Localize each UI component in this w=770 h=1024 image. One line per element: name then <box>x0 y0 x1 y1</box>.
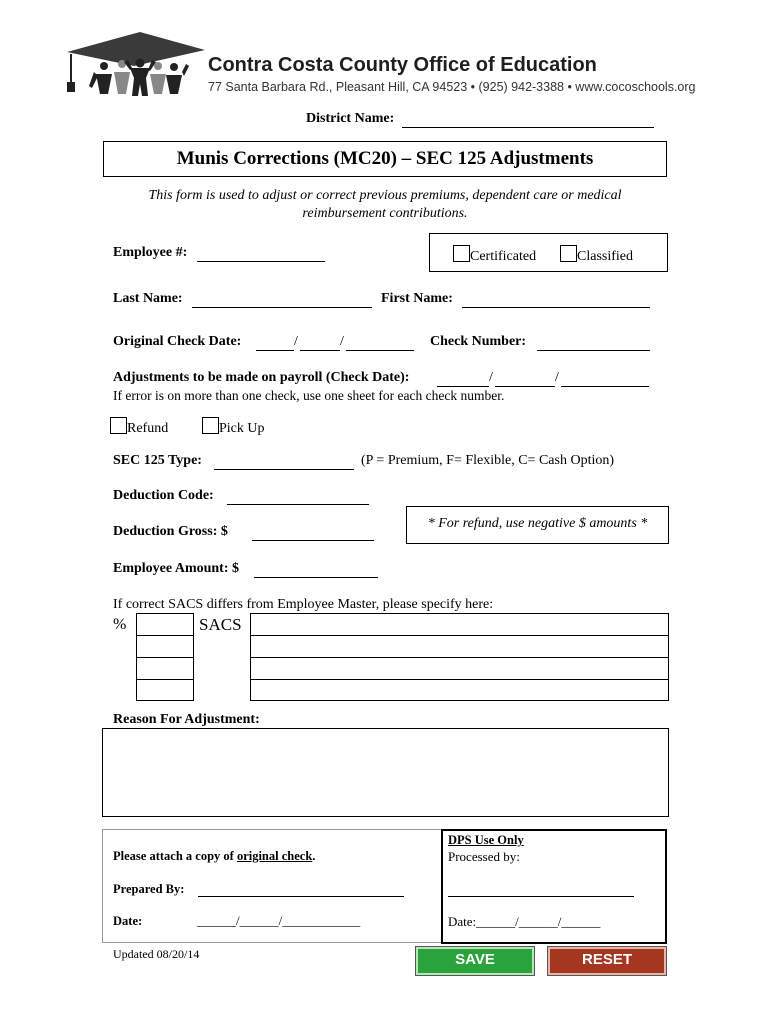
refund-checkbox[interactable] <box>110 417 127 434</box>
certificated-checkbox[interactable] <box>453 245 470 262</box>
original-check-date-label: Original Check Date: <box>113 334 242 349</box>
employee-number-field[interactable] <box>197 247 325 262</box>
adjustments-check-date-label: Adjustments to be made on payroll (Check Date): <box>113 370 410 385</box>
employee-number-label: Employee #: <box>113 245 188 260</box>
updated-date: Updated 08/20/14 <box>113 947 200 961</box>
save-button[interactable]: SAVE <box>415 946 535 976</box>
sacs-label: SACS <box>199 615 242 634</box>
sacs-cell-2[interactable] <box>250 635 669 658</box>
last-name-field[interactable] <box>192 293 372 308</box>
first-name-label: First Name: <box>381 291 453 306</box>
adjustments-note: If error is on more than one check, use one sheet for each check number. <box>113 388 505 403</box>
first-name-field[interactable] <box>462 293 650 308</box>
percent-label: % <box>113 616 127 633</box>
last-name-label: Last Name: <box>113 291 183 306</box>
classified-checkbox[interactable] <box>560 245 577 262</box>
deduction-code-field[interactable] <box>227 490 369 505</box>
deduction-gross-field[interactable] <box>252 526 374 541</box>
sacs-cell-3[interactable] <box>250 657 669 680</box>
original-check-month-field[interactable] <box>256 336 294 351</box>
processed-by-field[interactable] <box>448 882 634 897</box>
district-name-label: District Name: <box>306 111 395 126</box>
original-check-day-field[interactable] <box>300 336 340 351</box>
org-name: Contra Costa County Office of Education <box>208 54 597 76</box>
adjustments-month-field[interactable] <box>437 372 489 387</box>
sacs-cell-4[interactable] <box>250 679 669 701</box>
percent-cell-4[interactable] <box>136 679 194 701</box>
dps-date-field[interactable]: Date:______/______/______ <box>448 914 601 929</box>
dps-title: DPS Use Only <box>448 833 524 847</box>
original-check-year-field[interactable] <box>346 336 414 351</box>
percent-cell-2[interactable] <box>136 635 194 658</box>
employee-type-box <box>429 233 668 272</box>
pickup-label: Pick Up <box>219 421 265 436</box>
original-check-text: original check <box>236 849 313 863</box>
sec125-type-field[interactable] <box>214 455 354 470</box>
form-intro: This form is used to adjust or correct previous premiums, dependent care or medical reimbursement contributions. <box>148 188 622 221</box>
refund-note: * For refund, use negative $ amounts * <box>406 506 669 544</box>
percent-cell-3[interactable] <box>136 657 194 680</box>
reset-button[interactable]: RESET <box>547 946 667 976</box>
adjustments-year-field[interactable] <box>561 372 649 387</box>
pickup-checkbox[interactable] <box>202 417 219 434</box>
form-title: Munis Corrections (MC20) – SEC 125 Adjustments <box>103 141 667 177</box>
sec125-type-label: SEC 125 Type: <box>113 453 202 468</box>
reason-textarea[interactable] <box>102 728 669 817</box>
certificated-label: Certificated <box>470 249 537 264</box>
sec125-type-hint: (P = Premium, F= Flexible, C= Cash Option) <box>361 453 615 468</box>
date-field[interactable]: ______/______/____________ <box>197 913 361 928</box>
employee-amount-field[interactable] <box>254 563 378 578</box>
sacs-instruction: If correct SACS differs from Employee Master, please specify here: <box>113 597 494 612</box>
date-label: Date: <box>113 914 143 928</box>
check-number-field[interactable] <box>537 336 650 351</box>
reason-label: Reason For Adjustment: <box>113 712 260 727</box>
adjustments-day-field[interactable] <box>495 372 555 387</box>
check-number-label: Check Number: <box>430 334 527 349</box>
org-address: 77 Santa Barbara Rd., Pleasant Hill, CA 94523 • (925) 942-3388 • www.cocoschools.org <box>208 80 696 94</box>
prepared-by-field[interactable] <box>198 882 404 897</box>
classified-label: Classified <box>577 249 633 264</box>
attach-check-note: Please attach a copy of original check. <box>113 849 316 863</box>
district-name-field[interactable] <box>402 113 654 128</box>
deduction-gross-label: Deduction Gross: $ <box>113 524 228 539</box>
sacs-cell-1[interactable] <box>250 613 669 636</box>
employee-amount-label: Employee Amount: $ <box>113 561 239 576</box>
deduction-code-label: Deduction Code: <box>113 488 214 503</box>
logo <box>62 30 207 100</box>
percent-cell-1[interactable] <box>136 613 194 636</box>
prepared-by-label: Prepared By: <box>113 882 185 896</box>
refund-label: Refund <box>127 421 169 436</box>
processed-by-label: Processed by: <box>448 849 520 864</box>
